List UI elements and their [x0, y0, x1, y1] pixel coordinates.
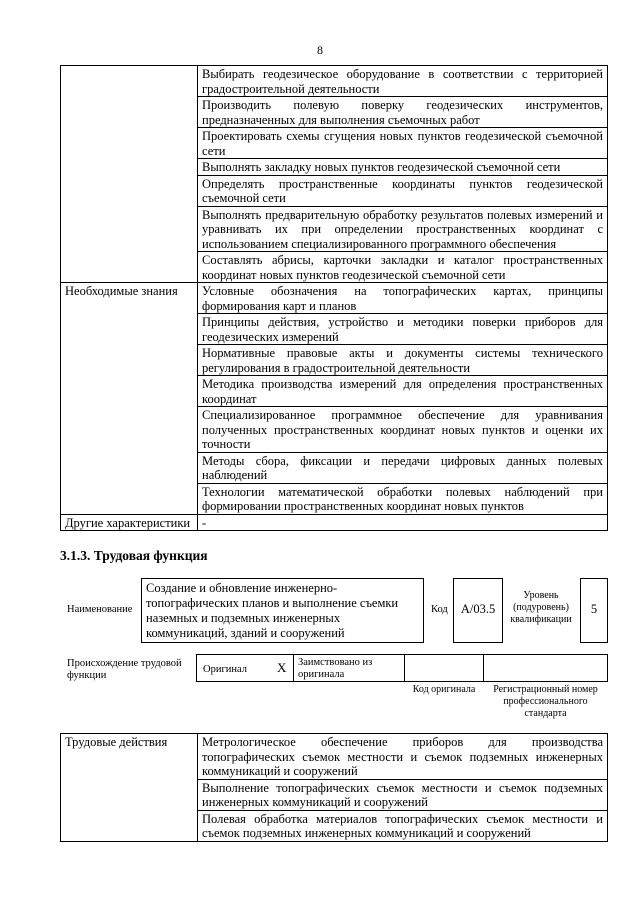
code-value-box [453, 578, 503, 643]
row-content: Выбирать геодезическое оборудование в соответствии с территорией градостроительной деятельности [198, 66, 608, 97]
code-caption: Код оригинала [412, 684, 476, 695]
original-mark: X [277, 660, 287, 675]
row-content: Производить полевую поверку геодезических инструментов, предназначенных для выполнения съемочных работ [198, 97, 608, 128]
borrowed-box [293, 654, 405, 682]
row-content: Выполнять предварительную обработку результатов полевых измерений и уравнивать их при определении пространственных координат с использованием специализированного программного обеспечения [198, 206, 608, 252]
row-content: Специализированное программное обеспечение для уравнивания полученных пространственных координат новых пунктов и оценки их точности [198, 407, 608, 453]
row-content: Технологии математической обработки полевых наблюдений при формировании пространственных координат новых пунктов [198, 483, 608, 514]
code-label: Код [431, 604, 448, 615]
row-content: Условные обозначения на топографических картах, принципы формирования карт и планов [198, 283, 608, 314]
requirements-table [60, 65, 608, 531]
reg-caption: Регистрационный номер профессионального стандарта [493, 684, 598, 719]
row-content: Нормативные правовые акты и документы системы технического регулирования в градостроительной деятельности [198, 345, 608, 376]
level-value-box [580, 578, 608, 643]
table-row [61, 514, 608, 531]
row-content: Составлять абрисы, карточки закладки и каталог пространственных координат новых пунктов геодезической съемочной сети [198, 252, 608, 283]
original-code-box [404, 654, 484, 682]
row-content: - [198, 514, 608, 531]
row-content: Методика производства измерений для определения пространственных координат [198, 376, 608, 407]
table-row [61, 66, 608, 97]
borrowed-label: Заимствовано из оригинала [298, 657, 373, 680]
labor-actions-label: Трудовые действия [61, 734, 198, 842]
row-label: Другие характеристики [61, 514, 198, 531]
code-value: A/03.5 [460, 602, 496, 616]
section-heading: 3.1.3. Трудовая функция [60, 548, 208, 563]
table-row [61, 734, 608, 780]
original-box [196, 654, 294, 682]
row-content: Методы сбора, фиксации и передачи цифровых данных полевых наблюдений [198, 452, 608, 483]
row-content: Выполнять закладку новых пунктов геодезической съемочной сети [198, 159, 608, 176]
name-label: Наименование [67, 604, 133, 615]
row-label [61, 66, 198, 283]
labor-actions-table [60, 733, 608, 842]
page-number: 8 [317, 43, 323, 57]
row-content: Проектировать схемы сгущения новых пунктов геодезической съемочной сети [198, 128, 608, 159]
table-row [61, 283, 608, 314]
row-content: Принципы действия, устройство и методики поверки приборов для геодезических измерений [198, 314, 608, 345]
level-value: 5 [590, 602, 598, 616]
reg-number-box [483, 654, 608, 682]
labor-action: Метрологическое обеспечение приборов для производства топографических съемок местности и съемок подземных инженерных коммуникаций и сооружений [198, 734, 608, 780]
function-name-value: Создание и обновление инженерно-топографических планов и выполнение съемки наземных и подземных инженерных коммуникаций, зданий и сооружений [146, 581, 399, 640]
row-content: Определять пространственные координаты пунктов геодезической съемочной сети [198, 175, 608, 206]
function-name-box [141, 578, 424, 643]
labor-action: Полевая обработка материалов топографических съемок местности и съемок подземных инженерных коммуникаций и сооружений [198, 810, 608, 841]
labor-action: Выполнение топографических съемок местности и съемок подземных инженерных коммуникаций и сооружений [198, 779, 608, 810]
row-label: Необходимые знания [61, 283, 198, 515]
original-label: Оригинал [203, 664, 247, 675]
level-label: Уровень (подуровень) квалификации [510, 590, 572, 625]
origin-label: Происхождение трудовой функции [67, 658, 182, 681]
